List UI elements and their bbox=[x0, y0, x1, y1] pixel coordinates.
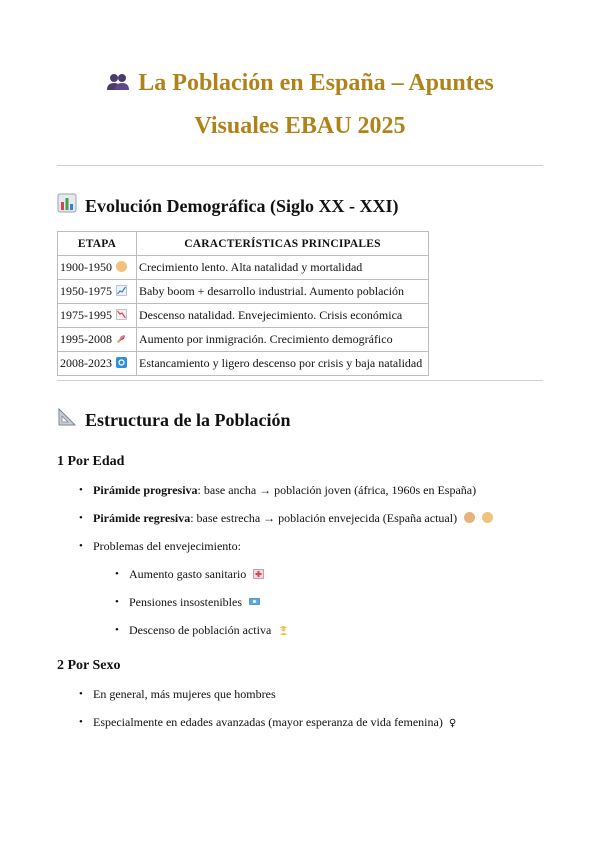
item-term: Pirámide regresiva bbox=[93, 511, 191, 525]
table-row bbox=[58, 328, 429, 352]
period-cell bbox=[58, 304, 137, 328]
period-text: 1900-1950 bbox=[60, 260, 112, 274]
title-text-1: La Población en España – Apuntes bbox=[138, 70, 494, 96]
list-item bbox=[93, 482, 493, 498]
divider bbox=[57, 165, 543, 166]
table-row bbox=[58, 280, 429, 304]
old-man-icon bbox=[482, 512, 493, 523]
aging-problems-list bbox=[129, 566, 289, 638]
description-cell: Baby boom + desarrollo industrial. Aumento población bbox=[137, 280, 429, 304]
description-cell: Descenso natalidad. Envejecimiento. Crisis económica bbox=[137, 304, 429, 328]
sex-list bbox=[93, 686, 456, 732]
period-cell bbox=[58, 328, 137, 352]
description-cell: Estancamiento y ligero descenso por crisis y baja natalidad bbox=[137, 352, 429, 376]
description-cell: Crecimiento lento. Alta natalidad y mortalidad bbox=[137, 256, 429, 280]
description-cell: Aumento por inmigración. Crecimiento demográfico bbox=[137, 328, 429, 352]
list-item bbox=[93, 714, 456, 732]
section-heading-evolution bbox=[57, 193, 398, 219]
evolution-table bbox=[57, 231, 429, 376]
title-text-2: Visuales EBAU 2025 bbox=[194, 113, 406, 140]
period-text: 1950-1975 bbox=[60, 284, 112, 298]
section-title: Estructura de la Población bbox=[85, 410, 291, 430]
list-item bbox=[129, 622, 289, 638]
cycle-icon bbox=[116, 357, 127, 368]
rocket-icon bbox=[116, 333, 127, 344]
item-text: Pensiones insostenibles bbox=[129, 595, 242, 609]
item-text: : base estrecha → población envejecida (España actual) bbox=[190, 511, 458, 525]
old-man-icon bbox=[116, 261, 127, 272]
item-term: Pirámide progresiva bbox=[93, 483, 198, 497]
item-text: Aumento gasto sanitario bbox=[129, 567, 247, 581]
section-heading-structure bbox=[57, 407, 291, 433]
table-row bbox=[58, 256, 429, 280]
chart-down-icon bbox=[116, 309, 127, 320]
page-title bbox=[57, 62, 543, 147]
period-text: 1975-1995 bbox=[60, 308, 112, 322]
period-text: 1995-2008 bbox=[60, 332, 112, 346]
item-text: Especialmente en edades avanzadas (mayor esperanza de vida femenina) bbox=[93, 715, 443, 729]
worker-icon bbox=[278, 623, 289, 634]
table-header-row bbox=[58, 232, 429, 256]
section-title: Evolución Demográfica (Siglo XX - XXI) bbox=[85, 196, 399, 216]
column-header-characteristics: CARACTERÍSTICAS PRINCIPALES bbox=[137, 232, 429, 256]
list-item: • En general, más mujeres que hombres bbox=[93, 686, 456, 702]
list-item: • Problemas del envejecimiento: bbox=[93, 538, 493, 554]
title-line-1 bbox=[57, 62, 543, 105]
list-item bbox=[93, 510, 493, 526]
hospital-icon bbox=[253, 567, 264, 578]
subsection-heading-age: 1 Por Edad bbox=[57, 454, 125, 469]
divider bbox=[57, 380, 543, 381]
old-woman-icon bbox=[464, 512, 475, 523]
female-sign-icon: ♀ bbox=[448, 718, 457, 729]
people-icon bbox=[106, 63, 130, 105]
chart-up-icon bbox=[116, 285, 127, 296]
table-row bbox=[58, 304, 429, 328]
triangle-ruler-icon bbox=[57, 407, 77, 433]
subsection-heading-sex: 2 Por Sexo bbox=[57, 658, 121, 673]
age-list bbox=[93, 482, 493, 554]
period-cell bbox=[58, 280, 137, 304]
item-text: Descenso de población activa bbox=[129, 623, 272, 637]
bar-chart-icon bbox=[57, 193, 77, 219]
period-cell bbox=[58, 256, 137, 280]
item-text: : base ancha → población joven (áfrica, 1960s en España) bbox=[197, 483, 477, 497]
money-icon bbox=[249, 595, 260, 606]
period-text: 2008-2023 bbox=[60, 356, 112, 370]
table-row bbox=[58, 352, 429, 376]
list-item bbox=[129, 594, 289, 610]
column-header-stage: ETAPA bbox=[58, 232, 137, 256]
list-item bbox=[129, 566, 289, 582]
period-cell bbox=[58, 352, 137, 376]
